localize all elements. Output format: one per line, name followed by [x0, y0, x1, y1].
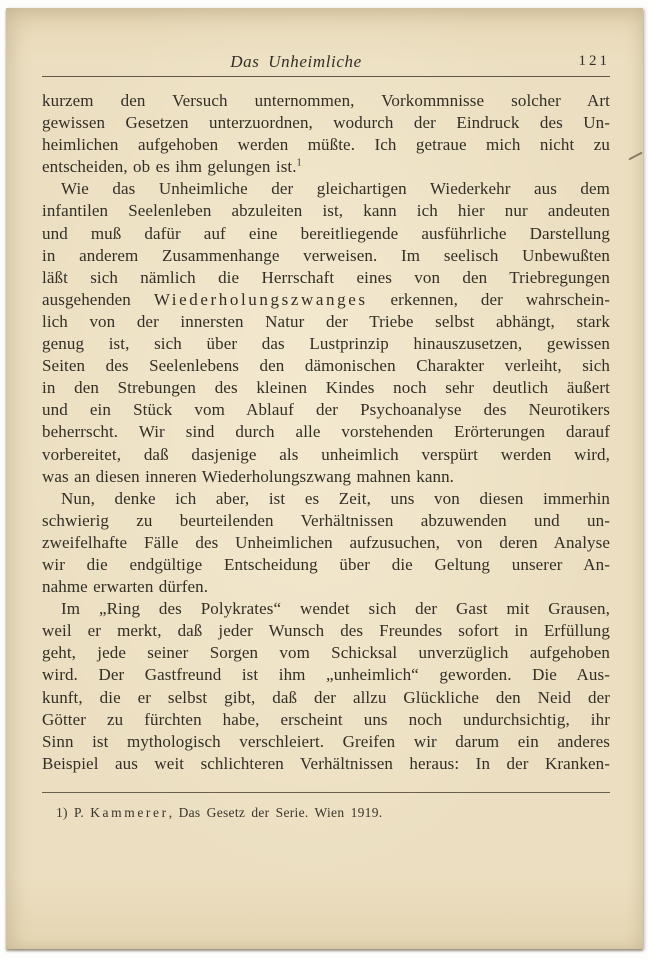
running-head-title: Das Unheimliche — [230, 52, 362, 71]
text-line: heimlichen aufgehoben werden müßte. Ich getraue mich nicht zu — [42, 135, 610, 155]
text-line: infantilen Seelenleben abzuleiten ist, kann ich hier nur andeuten — [42, 201, 610, 221]
paragraph — [42, 90, 610, 178]
footnote-reference: 1 — [296, 157, 302, 169]
text-line: weil er merkt, daß jeder Wunsch des Freundes sofort in Erfüllung — [42, 621, 610, 641]
text-line: beherrscht. Wir sind durch alle vorstehenden Erörterungen darauf — [42, 422, 610, 442]
text-line: lich von der innersten Natur der Triebe selbst abhängt, stark — [42, 311, 610, 331]
text-line: Wie das Unheimliche der gleichartigen Wiederkehr aus dem — [61, 179, 610, 199]
body-text — [42, 90, 610, 775]
text-line: Beispiel aus weit schlichteren Verhältnissen heraus: In der Kranken- — [42, 753, 610, 773]
text-line: kurzem den Versuch unternommen, Vorkommnisse solcher Art — [42, 91, 610, 110]
running-head — [42, 52, 610, 74]
header-rule-divider — [42, 76, 610, 77]
text-line: genug ist, sich über das Lustprinzip hinauszusetzen, gewissen — [42, 334, 610, 354]
letterspaced-emphasis: Wiederholungszwanges — [153, 289, 368, 309]
text-line: in den Strebungen des kleinen Kindes noch sehr deutlich äußert — [42, 378, 610, 398]
text-line: zweifelhafte Fälle des Unheimlichen aufzusuchen, von deren Analyse — [42, 532, 610, 552]
text-line: Sinn ist mythologisch verschleiert. Greifen wir darum ein anderes — [42, 731, 610, 751]
text-line: und ein Stück vom Ablauf der Psychoanalyse des Neurotikers — [42, 400, 610, 420]
text-line: vorbereitet, daß dasjenige als unheimlich verspürt werden wird, — [42, 444, 610, 464]
text-line: geht, jede seiner Sorgen vom Schicksal unverzüglich aufgehoben — [42, 643, 610, 663]
paragraph — [42, 178, 610, 487]
footnote-rule-divider — [42, 792, 610, 793]
text-column — [42, 52, 610, 821]
text-line: ausgehenden Wiederholungszwanges erkennen, der wahrschein- — [42, 289, 610, 309]
text-line: Götter zu fürchten habe, erscheint uns noch undurchsichtig, ihr — [42, 709, 610, 729]
letterspaced-emphasis: Kammerer — [90, 804, 169, 820]
text-line: schwierig zu beurteilenden Verhältnissen abzuwenden und un- — [42, 510, 610, 530]
footnote-text: 1) P. Kammerer, Das Gesetz der Serie. Wien 1919. — [56, 804, 383, 820]
text-line: gewissen Gesetzen unterzuordnen, wodurch der Eindruck des Un- — [42, 113, 610, 133]
paragraph — [42, 488, 610, 598]
page-number: 121 — [578, 53, 610, 69]
text-line: Seiten des Seelenlebens den dämonischen Charakter verleiht, sich — [42, 356, 610, 376]
text-line: in anderem Zusammenhange verweisen. Im seelisch Unbewußten — [42, 245, 610, 265]
paragraph — [42, 598, 610, 775]
text-line: wir die endgültige Entscheidung über die Geltung unserer An- — [42, 554, 610, 574]
ink-mark-artifact — [628, 152, 642, 161]
text-line: nahme erwarten dürfen. — [42, 577, 209, 597]
text-line: wird. Der Gastfreund ist ihm „unheimlich“ geworden. Die Aus- — [42, 665, 610, 685]
text-line: entscheiden, ob es ihm gelungen ist.$^1$ — [42, 157, 302, 177]
text-line: und muß dafür auf eine bereitliegende ausführliche Darstellung — [42, 223, 610, 243]
book-page — [6, 8, 643, 949]
text-line: Im „Ring des Polykrates“ wendet sich der Gast mit Grausen, — [61, 599, 610, 619]
text-line: Nun, denke ich aber, ist es Zeit, uns von diesen immerhin — [61, 488, 610, 508]
text-line: was an diesen inneren Wiederholungszwang mahnen kann. — [42, 466, 455, 486]
text-line: kunft, die er selbst gibt, daß der allzu Glückliche den Neid der — [42, 687, 610, 707]
text-line: läßt sich nämlich die Herrschaft eines von den Triebregungen — [42, 267, 610, 287]
